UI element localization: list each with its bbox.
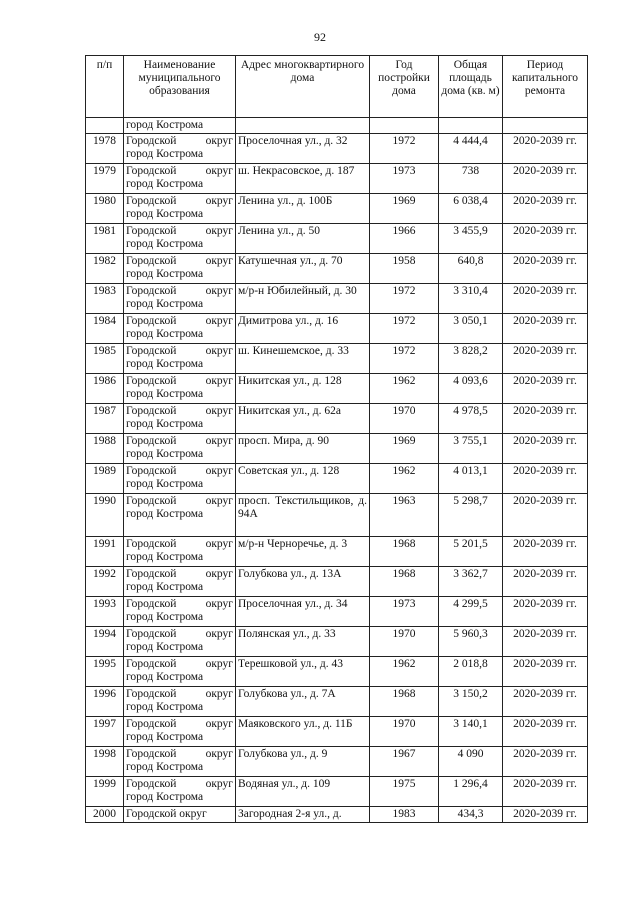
cell-num: 1987 xyxy=(86,404,124,434)
cell-num: 1997 xyxy=(86,717,124,747)
cell-address: Проселочная ул., д. 32 xyxy=(236,134,370,164)
header-address: Адрес многоквартирного дома xyxy=(236,56,370,118)
header-org: Наименование муниципального образования xyxy=(124,56,236,118)
cell-num: 1992 xyxy=(86,567,124,597)
cell-address: Полянская ул., д. 33 xyxy=(236,627,370,657)
cell-org: город Кострома xyxy=(124,118,236,134)
cell-area: 3 828,2 xyxy=(439,344,503,374)
cell-num: 1989 xyxy=(86,464,124,494)
cell-address: Водяная ул., д. 109 xyxy=(236,777,370,807)
cell-year xyxy=(370,118,439,134)
cell-year: 1972 xyxy=(370,344,439,374)
cell-address: просп. Мира, д. 90 xyxy=(236,434,370,464)
table-row xyxy=(86,717,588,747)
cell-org: Городской округ город Кострома xyxy=(124,374,236,404)
table-row xyxy=(86,134,588,164)
cell-period: 2020-2039 гг. xyxy=(503,597,588,627)
cell-address: Голубкова ул., д. 7А xyxy=(236,687,370,717)
cell-year: 1975 xyxy=(370,777,439,807)
cell-area: 3 150,2 xyxy=(439,687,503,717)
cell-period: 2020-2039 гг. xyxy=(503,464,588,494)
cell-address: Загородная 2-я ул., д. xyxy=(236,807,370,823)
table-row xyxy=(86,404,588,434)
cell-num: 1986 xyxy=(86,374,124,404)
cell-org: Городской округ город Кострома xyxy=(124,494,236,537)
cell-address: Проселочная ул., д. 34 xyxy=(236,597,370,627)
table-row xyxy=(86,597,588,627)
cell-address: ш. Кинешемское, д. 33 xyxy=(236,344,370,374)
cell-area: 4 013,1 xyxy=(439,464,503,494)
cell-num: 1981 xyxy=(86,224,124,254)
cell-period: 2020-2039 гг. xyxy=(503,134,588,164)
cell-period: 2020-2039 гг. xyxy=(503,777,588,807)
table-row xyxy=(86,254,588,284)
cell-org: Городской округ город Кострома xyxy=(124,567,236,597)
cell-org: Городской округ город Кострома xyxy=(124,627,236,657)
cell-num: 1993 xyxy=(86,597,124,627)
cell-year: 1970 xyxy=(370,404,439,434)
cell-area: 5 298,7 xyxy=(439,494,503,537)
cell-period: 2020-2039 гг. xyxy=(503,284,588,314)
cell-period: 2020-2039 гг. xyxy=(503,314,588,344)
cell-org: Городской округ xyxy=(124,807,236,823)
cell-year: 1966 xyxy=(370,224,439,254)
cell-num: 1996 xyxy=(86,687,124,717)
cell-org: Городской округ город Кострома xyxy=(124,134,236,164)
cell-period: 2020-2039 гг. xyxy=(503,494,588,537)
cell-address: м/р-н Юбилейный, д. 30 xyxy=(236,284,370,314)
cell-period: 2020-2039 гг. xyxy=(503,374,588,404)
cell-area: 3 140,1 xyxy=(439,717,503,747)
header-year: Год постройки дома xyxy=(370,56,439,118)
cell-address: Димитрова ул., д. 16 xyxy=(236,314,370,344)
cell-year: 1973 xyxy=(370,164,439,194)
cell-period: 2020-2039 гг. xyxy=(503,344,588,374)
cell-org: Городской округ город Кострома xyxy=(124,194,236,224)
cell-num: 1999 xyxy=(86,777,124,807)
cell-period: 2020-2039 гг. xyxy=(503,687,588,717)
cell-period: 2020-2039 гг. xyxy=(503,747,588,777)
cell-period: 2020-2039 гг. xyxy=(503,404,588,434)
cell-num: 1998 xyxy=(86,747,124,777)
cell-address: Ленина ул., д. 100Б xyxy=(236,194,370,224)
cell-num: 1983 xyxy=(86,284,124,314)
cell-year: 1972 xyxy=(370,284,439,314)
cell-num: 1994 xyxy=(86,627,124,657)
cell-org: Городской округ город Кострома xyxy=(124,434,236,464)
table-row xyxy=(86,194,588,224)
cell-year: 1968 xyxy=(370,537,439,567)
table-row xyxy=(86,374,588,404)
cell-org: Городской округ город Кострома xyxy=(124,717,236,747)
cell-year: 1963 xyxy=(370,494,439,537)
cell-org: Городской округ город Кострома xyxy=(124,464,236,494)
cell-period: 2020-2039 гг. xyxy=(503,164,588,194)
cell-address: Голубкова ул., д. 9 xyxy=(236,747,370,777)
table-row xyxy=(86,284,588,314)
table-row xyxy=(86,224,588,254)
cell-period: 2020-2039 гг. xyxy=(503,434,588,464)
cell-period: 2020-2039 гг. xyxy=(503,254,588,284)
cell-address: Маяковского ул., д. 11Б xyxy=(236,717,370,747)
cell-period: 2020-2039 гг. xyxy=(503,657,588,687)
cell-org: Городской округ город Кострома xyxy=(124,404,236,434)
cell-org: Городской округ город Кострома xyxy=(124,657,236,687)
table-row xyxy=(86,777,588,807)
cell-num: 1988 xyxy=(86,434,124,464)
cell-area: 3 310,4 xyxy=(439,284,503,314)
cell-area xyxy=(439,118,503,134)
cell-year: 1972 xyxy=(370,314,439,344)
cell-num: 2000 xyxy=(86,807,124,823)
cell-area: 1 296,4 xyxy=(439,777,503,807)
cell-period: 2020-2039 гг. xyxy=(503,627,588,657)
table-row xyxy=(86,434,588,464)
header-num: п/п xyxy=(86,56,124,118)
cell-num: 1982 xyxy=(86,254,124,284)
table-row xyxy=(86,567,588,597)
cell-area: 434,3 xyxy=(439,807,503,823)
cell-address: Никитская ул., д. 128 xyxy=(236,374,370,404)
continuation-row xyxy=(86,118,588,134)
cell-period: 2020-2039 гг. xyxy=(503,194,588,224)
cell-year: 1967 xyxy=(370,747,439,777)
cell-area: 738 xyxy=(439,164,503,194)
cell-area: 4 978,5 xyxy=(439,404,503,434)
cell-num: 1978 xyxy=(86,134,124,164)
cell-area: 5 201,5 xyxy=(439,537,503,567)
cell-area: 3 050,1 xyxy=(439,314,503,344)
cell-address: Ленина ул., д. 50 xyxy=(236,224,370,254)
cell-address: Никитская ул., д. 62а xyxy=(236,404,370,434)
cell-org: Городской округ город Кострома xyxy=(124,777,236,807)
cell-org: Городской округ город Кострома xyxy=(124,284,236,314)
cell-period: 2020-2039 гг. xyxy=(503,807,588,823)
cell-period: 2020-2039 гг. xyxy=(503,567,588,597)
cell-num: 1980 xyxy=(86,194,124,224)
cell-org: Городской округ город Кострома xyxy=(124,344,236,374)
cell-num: 1991 xyxy=(86,537,124,567)
cell-num: 1984 xyxy=(86,314,124,344)
cell-year: 1962 xyxy=(370,657,439,687)
table-row xyxy=(86,494,588,537)
cell-org: Городской округ город Кострома xyxy=(124,254,236,284)
cell-year: 1962 xyxy=(370,374,439,404)
housing-registry-table xyxy=(85,55,588,823)
cell-year: 1970 xyxy=(370,627,439,657)
table-row xyxy=(86,164,588,194)
cell-area: 3 755,1 xyxy=(439,434,503,464)
cell-area: 640,8 xyxy=(439,254,503,284)
cell-area: 5 960,3 xyxy=(439,627,503,657)
cell-org: Городской округ город Кострома xyxy=(124,687,236,717)
cell-address: Советская ул., д. 128 xyxy=(236,464,370,494)
header-period: Период капитального ремонта xyxy=(503,56,588,118)
cell-year: 1973 xyxy=(370,597,439,627)
cell-address xyxy=(236,118,370,134)
cell-org: Городской округ город Кострома xyxy=(124,314,236,344)
table-row xyxy=(86,807,588,823)
cell-period: 2020-2039 гг. xyxy=(503,717,588,747)
cell-area: 3 455,9 xyxy=(439,224,503,254)
cell-org: Городской округ город Кострома xyxy=(124,164,236,194)
cell-period: 2020-2039 гг. xyxy=(503,224,588,254)
cell-year: 1983 xyxy=(370,807,439,823)
table-row xyxy=(86,464,588,494)
cell-year: 1972 xyxy=(370,134,439,164)
cell-address: Терешковой ул., д. 43 xyxy=(236,657,370,687)
table-row xyxy=(86,314,588,344)
table-body xyxy=(86,118,588,823)
cell-period xyxy=(503,118,588,134)
cell-area: 2 018,8 xyxy=(439,657,503,687)
cell-org: Городской округ город Кострома xyxy=(124,597,236,627)
table-row xyxy=(86,537,588,567)
cell-year: 1958 xyxy=(370,254,439,284)
table-header-row xyxy=(86,56,588,118)
cell-area: 4 444,4 xyxy=(439,134,503,164)
cell-num: 1990 xyxy=(86,494,124,537)
table-row xyxy=(86,747,588,777)
cell-num xyxy=(86,118,124,134)
cell-area: 6 038,4 xyxy=(439,194,503,224)
cell-org: Городской округ город Кострома xyxy=(124,537,236,567)
cell-area: 4 299,5 xyxy=(439,597,503,627)
table-row xyxy=(86,687,588,717)
cell-year: 1969 xyxy=(370,434,439,464)
cell-num: 1985 xyxy=(86,344,124,374)
cell-address: ш. Некрасовское, д. 187 xyxy=(236,164,370,194)
cell-year: 1968 xyxy=(370,567,439,597)
cell-year: 1970 xyxy=(370,717,439,747)
cell-year: 1969 xyxy=(370,194,439,224)
cell-address: Голубкова ул., д. 13А xyxy=(236,567,370,597)
table-row xyxy=(86,344,588,374)
cell-org: Городской округ город Кострома xyxy=(124,747,236,777)
cell-area: 3 362,7 xyxy=(439,567,503,597)
cell-address: просп. Текстильщиков, д. 94А xyxy=(236,494,370,537)
cell-year: 1968 xyxy=(370,687,439,717)
page-number: 92 xyxy=(314,30,326,44)
table-row xyxy=(86,627,588,657)
cell-period: 2020-2039 гг. xyxy=(503,537,588,567)
cell-num: 1995 xyxy=(86,657,124,687)
cell-area: 4 093,6 xyxy=(439,374,503,404)
cell-area: 4 090 xyxy=(439,747,503,777)
cell-year: 1962 xyxy=(370,464,439,494)
header-area: Общая площадь дома (кв. м) xyxy=(439,56,503,118)
cell-num: 1979 xyxy=(86,164,124,194)
table-row xyxy=(86,657,588,687)
cell-address: м/р-н Черноречье, д. 3 xyxy=(236,537,370,567)
cell-org: Городской округ город Кострома xyxy=(124,224,236,254)
cell-address: Катушечная ул., д. 70 xyxy=(236,254,370,284)
